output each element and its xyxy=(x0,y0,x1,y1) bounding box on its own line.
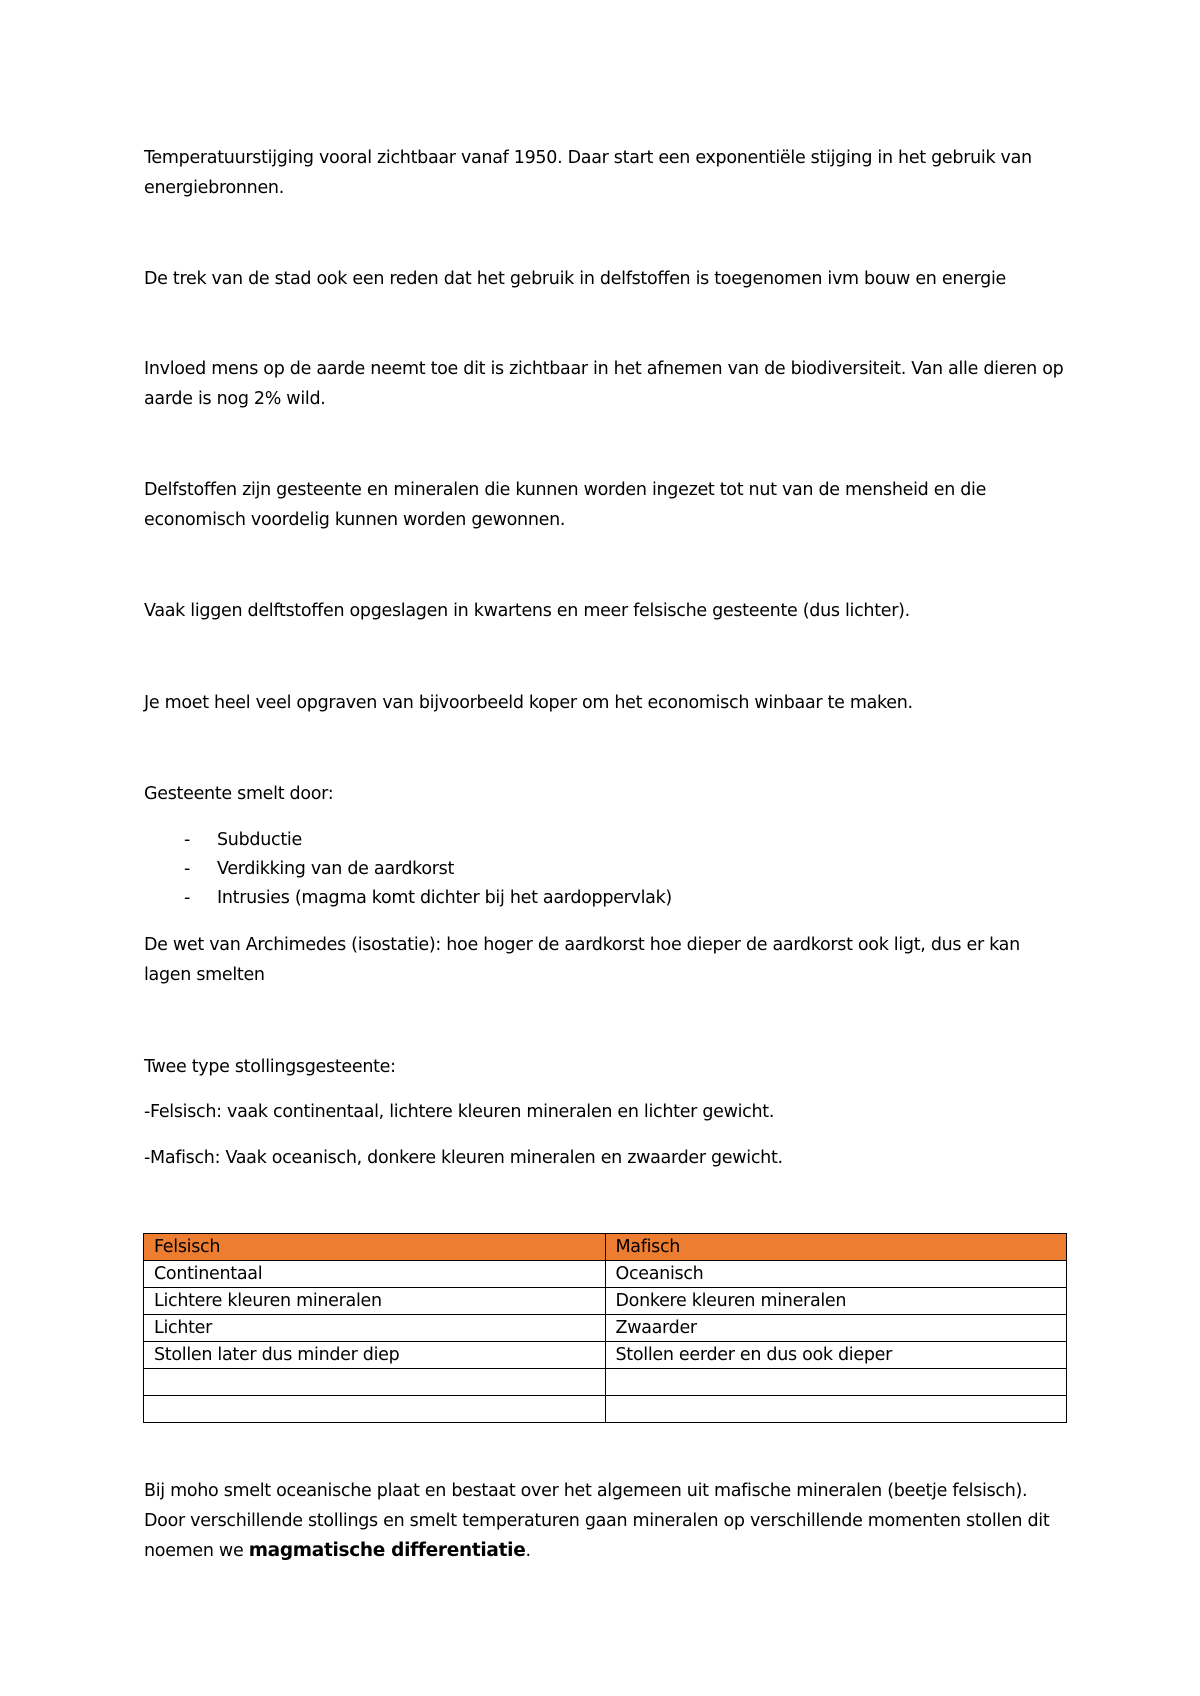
table-row xyxy=(144,1315,1067,1342)
table-header-row xyxy=(144,1234,1067,1261)
paragraph-felsisch: -Felsisch: vaak continentaal, lichtere kleuren mineralen en lichter gewicht. xyxy=(144,1102,775,1122)
table-cell xyxy=(605,1369,1067,1396)
list-item: - Intrusies (magma komt dichter bij het aardoppervlak) xyxy=(144,884,1064,913)
list-bullet: - xyxy=(184,859,191,879)
table-row xyxy=(144,1342,1067,1369)
table-header-mafisch: Mafisch xyxy=(605,1234,1067,1261)
paragraph-archimedes: De wet van Archimedes (isostatie): hoe hoger de aardkorst hoe dieper de aardkorst ook ligt, dus er kan lagen smelten xyxy=(144,935,1020,985)
table-cell: Continentaal xyxy=(144,1261,606,1288)
list-bullet: - xyxy=(184,888,191,908)
list-item: - Verdikking van de aardkorst xyxy=(144,855,1064,884)
moho-text-end: . xyxy=(525,1541,531,1561)
table-cell: Zwaarder xyxy=(605,1315,1067,1342)
table-cell: Donkere kleuren mineralen xyxy=(605,1288,1067,1315)
list-bullet: - xyxy=(184,830,191,850)
list-item: - Subductie xyxy=(144,826,1064,855)
table-row xyxy=(144,1288,1067,1315)
table-cell: Stollen eerder en dus ook dieper xyxy=(605,1342,1067,1369)
paragraph-copper-mining: Je moet heel veel opgraven van bijvoorbeeld koper om het economisch winbaar te maken. xyxy=(144,693,913,713)
paragraph-city-trek: De trek van de stad ook een reden dat het gebruik in delfstoffen is toegenomen ivm bouw en energie xyxy=(144,269,1006,289)
table-header-felsisch: Felsisch xyxy=(144,1234,606,1261)
paragraph-human-influence: Invloed mens op de aarde neemt toe dit is zichtbaar in het afnemen van de biodiversiteit. Van alle dieren op aarde is nog 2% wild. xyxy=(144,359,1064,409)
paragraph-delfstoffen-definition: Delfstoffen zijn gesteente en mineralen die kunnen worden ingezet tot nut van de mensheid en die economisch voordelig kunnen worden gewonnen. xyxy=(144,480,987,530)
table-cell xyxy=(605,1396,1067,1423)
paragraph-felsic-storage: Vaak liggen delftstoffen opgeslagen in kwartens en meer felsische gesteente (dus lichter). xyxy=(144,601,910,621)
paragraph-melt-heading: Gesteente smelt door: xyxy=(144,784,334,804)
melt-causes-list xyxy=(144,826,1064,913)
table-cell: Stollen later dus minder diep xyxy=(144,1342,606,1369)
paragraph-mafisch: -Mafisch: Vaak oceanisch, donkere kleuren mineralen en zwaarder gewicht. xyxy=(144,1148,783,1168)
magmatic-differentiation-term: magmatische differentiatie xyxy=(248,1540,526,1561)
table-cell: Lichtere kleuren mineralen xyxy=(144,1288,606,1315)
paragraph-moho xyxy=(144,1476,1064,1566)
paragraph-two-types: Twee type stollingsgesteente: xyxy=(144,1057,396,1077)
felsic-mafic-table xyxy=(143,1233,1067,1423)
table-cell: Lichter xyxy=(144,1315,606,1342)
paragraph-temperature: Temperatuurstijging vooral zichtbaar vanaf 1950. Daar start een exponentiële stijging in het gebruik van energiebronnen. xyxy=(144,148,1032,198)
table-cell: Oceanisch xyxy=(605,1261,1067,1288)
table-cell xyxy=(144,1369,606,1396)
moho-text: Bij moho smelt oceanische plaat en bestaat over het algemeen uit mafische mineralen (beetje felsisch). Door verschillende stollings en smelt temperaturen gaan mineralen op verschillende momenten stollen dit noemen we xyxy=(144,1481,1050,1561)
table-cell xyxy=(144,1396,606,1423)
table-row xyxy=(144,1261,1067,1288)
table-row xyxy=(144,1396,1067,1423)
table-row xyxy=(144,1369,1067,1396)
